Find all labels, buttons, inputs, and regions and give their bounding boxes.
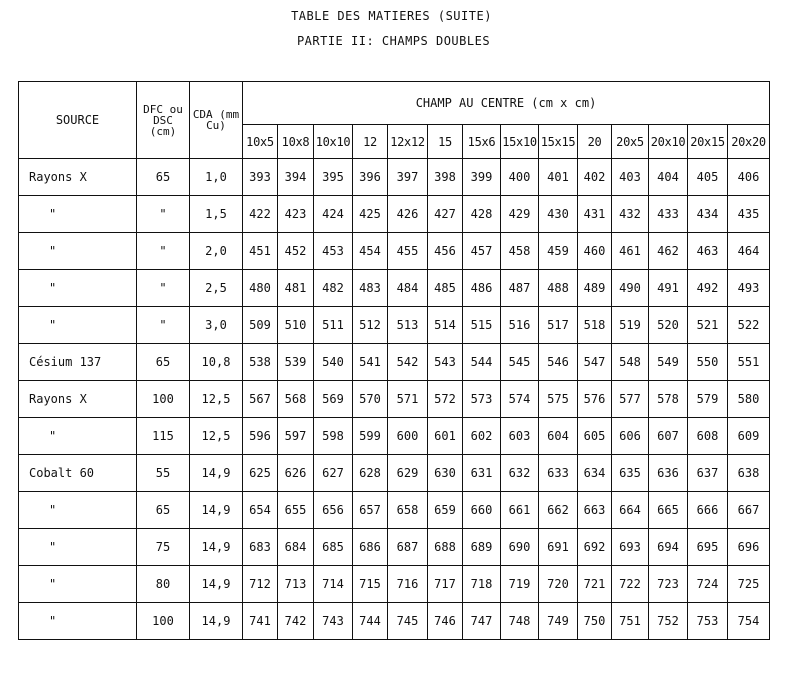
page-number-cell: 687: [388, 529, 428, 566]
page-number-cell: 459: [539, 233, 578, 270]
page-number-cell: 432: [612, 196, 649, 233]
page-number-cell: 515: [463, 307, 501, 344]
cda-cell: 14,9: [190, 455, 243, 492]
dfc-cell: 55: [137, 455, 190, 492]
page-number-cell: 607: [649, 418, 688, 455]
page-number-cell: 601: [428, 418, 463, 455]
page-number-cell: 397: [388, 159, 428, 196]
source-cell: ": [19, 603, 137, 640]
page-number-cell: 631: [463, 455, 501, 492]
page-number-cell: 746: [428, 603, 463, 640]
page-number-cell: 486: [463, 270, 501, 307]
page-number-cell: 538: [243, 344, 278, 381]
page-number-cell: 572: [428, 381, 463, 418]
page-number-cell: 627: [314, 455, 353, 492]
field-size-header: 20x15: [688, 125, 728, 159]
page-number-cell: 574: [501, 381, 539, 418]
field-size-header: 20x5: [612, 125, 649, 159]
source-cell: ": [19, 566, 137, 603]
page-number-cell: 540: [314, 344, 353, 381]
page-number-cell: 689: [463, 529, 501, 566]
page-number-cell: 453: [314, 233, 353, 270]
page-number-cell: 548: [612, 344, 649, 381]
header-champ: CHAMP AU CENTRE (cm x cm): [243, 82, 770, 125]
page-number-cell: 629: [388, 455, 428, 492]
page-number-cell: 665: [649, 492, 688, 529]
page-number-cell: 663: [578, 492, 612, 529]
page-number-cell: 664: [612, 492, 649, 529]
cda-cell: 14,9: [190, 566, 243, 603]
page-number-cell: 716: [388, 566, 428, 603]
page-number-cell: 431: [578, 196, 612, 233]
page-number-cell: 744: [353, 603, 388, 640]
page-number-cell: 406: [728, 159, 770, 196]
page-number-cell: 455: [388, 233, 428, 270]
page-number-cell: 425: [353, 196, 388, 233]
page-number-cell: 656: [314, 492, 353, 529]
page-number-cell: 549: [649, 344, 688, 381]
page-number-cell: 513: [388, 307, 428, 344]
dfc-cell: 100: [137, 603, 190, 640]
page-number-cell: 720: [539, 566, 578, 603]
page-number-cell: 570: [353, 381, 388, 418]
page-number-cell: 715: [353, 566, 388, 603]
page-number-cell: 394: [278, 159, 314, 196]
page-number-cell: 462: [649, 233, 688, 270]
page-number-cell: 567: [243, 381, 278, 418]
field-size-header: 15: [428, 125, 463, 159]
page-number-cell: 654: [243, 492, 278, 529]
page-number-cell: 488: [539, 270, 578, 307]
page-number-cell: 636: [649, 455, 688, 492]
page-number-cell: 608: [688, 418, 728, 455]
page-number-cell: 401: [539, 159, 578, 196]
page-number-cell: 491: [649, 270, 688, 307]
page-number-cell: 712: [243, 566, 278, 603]
page-number-cell: 521: [688, 307, 728, 344]
page-number-cell: 662: [539, 492, 578, 529]
page-number-cell: 393: [243, 159, 278, 196]
page-number-cell: 751: [612, 603, 649, 640]
page-number-cell: 690: [501, 529, 539, 566]
page-title: TABLE DES MATIERES (SUITE): [291, 9, 492, 23]
page-number-cell: 724: [688, 566, 728, 603]
cda-cell: 12,5: [190, 418, 243, 455]
page-number-cell: 460: [578, 233, 612, 270]
table-row: [19, 159, 770, 196]
page-number-cell: 509: [243, 307, 278, 344]
cda-cell: 14,9: [190, 603, 243, 640]
page-number-cell: 481: [278, 270, 314, 307]
field-size-header: 12: [353, 125, 388, 159]
page-number-cell: 511: [314, 307, 353, 344]
dfc-cell: ": [137, 307, 190, 344]
page-number-cell: 684: [278, 529, 314, 566]
page-number-cell: 725: [728, 566, 770, 603]
page-number-cell: 580: [728, 381, 770, 418]
page-number-cell: 463: [688, 233, 728, 270]
page-number-cell: 748: [501, 603, 539, 640]
page-number-cell: 435: [728, 196, 770, 233]
page-number-cell: 571: [388, 381, 428, 418]
page-number-cell: 754: [728, 603, 770, 640]
page-number-cell: 405: [688, 159, 728, 196]
dfc-cell: 65: [137, 492, 190, 529]
page-number-cell: 424: [314, 196, 353, 233]
page-number-cell: 514: [428, 307, 463, 344]
page-number-cell: 604: [539, 418, 578, 455]
table-row: [19, 381, 770, 418]
page-number-cell: 683: [243, 529, 278, 566]
page-number-cell: 522: [728, 307, 770, 344]
page-number-cell: 602: [463, 418, 501, 455]
page-number-cell: 634: [578, 455, 612, 492]
page-number-cell: 542: [388, 344, 428, 381]
source-cell: ": [19, 270, 137, 307]
page-number-cell: 718: [463, 566, 501, 603]
page-number-cell: 685: [314, 529, 353, 566]
page-number-cell: 516: [501, 307, 539, 344]
cda-cell: 1,0: [190, 159, 243, 196]
page-number-cell: 693: [612, 529, 649, 566]
cda-cell: 10,8: [190, 344, 243, 381]
page-number-cell: 428: [463, 196, 501, 233]
source-cell: ": [19, 196, 137, 233]
table-header: [19, 82, 770, 159]
table-row: [19, 196, 770, 233]
page-number-cell: 637: [688, 455, 728, 492]
page-number-cell: 667: [728, 492, 770, 529]
page-number-cell: 480: [243, 270, 278, 307]
page-number-cell: 493: [728, 270, 770, 307]
page-number-cell: 543: [428, 344, 463, 381]
page-number-cell: 427: [428, 196, 463, 233]
page-number-cell: 666: [688, 492, 728, 529]
page-number-cell: 630: [428, 455, 463, 492]
page-number-cell: 603: [501, 418, 539, 455]
dfc-cell: 65: [137, 159, 190, 196]
dfc-cell: 65: [137, 344, 190, 381]
page-number-cell: 575: [539, 381, 578, 418]
page-number-cell: 579: [688, 381, 728, 418]
page-number-cell: 423: [278, 196, 314, 233]
table-row: [19, 455, 770, 492]
cda-cell: 2,5: [190, 270, 243, 307]
page-number-cell: 655: [278, 492, 314, 529]
page-number-cell: 599: [353, 418, 388, 455]
page-number-cell: 487: [501, 270, 539, 307]
page-subtitle: PARTIE II: CHAMPS DOUBLES: [296, 34, 491, 48]
page-number-cell: 633: [539, 455, 578, 492]
page-number-cell: 696: [728, 529, 770, 566]
source-cell: Cobalt 60: [19, 455, 137, 492]
page-number-cell: 695: [688, 529, 728, 566]
page-number-cell: 429: [501, 196, 539, 233]
page-number-cell: 485: [428, 270, 463, 307]
field-size-header: 20: [578, 125, 612, 159]
field-size-header: 20x10: [649, 125, 688, 159]
page-number-cell: 743: [314, 603, 353, 640]
page-number-cell: 658: [388, 492, 428, 529]
cda-cell: 3,0: [190, 307, 243, 344]
page-number-cell: 749: [539, 603, 578, 640]
page-number-cell: 576: [578, 381, 612, 418]
page-number-cell: 399: [463, 159, 501, 196]
field-size-header: 15x6: [463, 125, 501, 159]
page-number-cell: 625: [243, 455, 278, 492]
dfc-cell: 75: [137, 529, 190, 566]
page-number-cell: 400: [501, 159, 539, 196]
page-number-cell: 461: [612, 233, 649, 270]
page-number-cell: 483: [353, 270, 388, 307]
page-number-cell: 661: [501, 492, 539, 529]
page-number-cell: 753: [688, 603, 728, 640]
table-row: [19, 603, 770, 640]
page-number-cell: 750: [578, 603, 612, 640]
page-number-cell: 713: [278, 566, 314, 603]
page-number-cell: 464: [728, 233, 770, 270]
field-size-header: 10x5: [243, 125, 278, 159]
page-number-cell: 577: [612, 381, 649, 418]
page-number-cell: 433: [649, 196, 688, 233]
page-number-cell: 600: [388, 418, 428, 455]
dfc-cell: ": [137, 196, 190, 233]
table-body: [19, 159, 770, 640]
page-number-cell: 519: [612, 307, 649, 344]
page-number-cell: 635: [612, 455, 649, 492]
page-number-cell: 456: [428, 233, 463, 270]
page-number-cell: 454: [353, 233, 388, 270]
source-cell: Rayons X: [19, 381, 137, 418]
page-number-cell: 482: [314, 270, 353, 307]
source-cell: ": [19, 529, 137, 566]
dfc-cell: 115: [137, 418, 190, 455]
table-row: [19, 270, 770, 307]
page-number-cell: 539: [278, 344, 314, 381]
page-number-cell: 404: [649, 159, 688, 196]
page-number-cell: 721: [578, 566, 612, 603]
field-size-header: 20x20: [728, 125, 770, 159]
dfc-cell: 100: [137, 381, 190, 418]
page-number-cell: 545: [501, 344, 539, 381]
source-cell: Rayons X: [19, 159, 137, 196]
page-number-cell: 402: [578, 159, 612, 196]
page-number-cell: 745: [388, 603, 428, 640]
page-number-cell: 398: [428, 159, 463, 196]
page-number-cell: 520: [649, 307, 688, 344]
page-number-cell: 512: [353, 307, 388, 344]
table-row: [19, 529, 770, 566]
cda-cell: 14,9: [190, 529, 243, 566]
table-row: [19, 344, 770, 381]
header-source: SOURCE: [19, 82, 137, 159]
page-number-cell: 747: [463, 603, 501, 640]
page-number-cell: 742: [278, 603, 314, 640]
cda-cell: 12,5: [190, 381, 243, 418]
source-cell: ": [19, 307, 137, 344]
page-number-cell: 638: [728, 455, 770, 492]
page-number-cell: 547: [578, 344, 612, 381]
field-size-header: 12x12: [388, 125, 428, 159]
page-number-cell: 434: [688, 196, 728, 233]
page-number-cell: 569: [314, 381, 353, 418]
header-dfc: DFC ou DSC (cm): [137, 82, 190, 159]
source-cell: Césium 137: [19, 344, 137, 381]
page-number-cell: 452: [278, 233, 314, 270]
page-number-cell: 605: [578, 418, 612, 455]
page-number-cell: 688: [428, 529, 463, 566]
page-number-cell: 489: [578, 270, 612, 307]
page-number-cell: 596: [243, 418, 278, 455]
page-number-cell: 628: [353, 455, 388, 492]
page-number-cell: 458: [501, 233, 539, 270]
page-number-cell: 694: [649, 529, 688, 566]
field-size-header: 10x8: [278, 125, 314, 159]
page-number-cell: 578: [649, 381, 688, 418]
source-cell: ": [19, 492, 137, 529]
page-number-cell: 430: [539, 196, 578, 233]
page-number-cell: 457: [463, 233, 501, 270]
page-number-cell: 714: [314, 566, 353, 603]
table-row: [19, 492, 770, 529]
field-size-header: 15x10: [501, 125, 539, 159]
dfc-cell: ": [137, 233, 190, 270]
cda-cell: 2,0: [190, 233, 243, 270]
page-number-cell: 510: [278, 307, 314, 344]
dfc-cell: 80: [137, 566, 190, 603]
header-cda: CDA (mm Cu): [190, 82, 243, 159]
page-number-cell: 541: [353, 344, 388, 381]
field-size-header: 10x10: [314, 125, 353, 159]
page-number-cell: 395: [314, 159, 353, 196]
page-number-cell: 550: [688, 344, 728, 381]
page-number-cell: 396: [353, 159, 388, 196]
page-number-cell: 403: [612, 159, 649, 196]
page-number-cell: 659: [428, 492, 463, 529]
source-cell: ": [19, 418, 137, 455]
page-number-cell: 606: [612, 418, 649, 455]
page-number-cell: 691: [539, 529, 578, 566]
page-number-cell: 597: [278, 418, 314, 455]
page-number-cell: 492: [688, 270, 728, 307]
table-row: [19, 307, 770, 344]
page-number-cell: 722: [612, 566, 649, 603]
page-number-cell: 573: [463, 381, 501, 418]
page-number-cell: 660: [463, 492, 501, 529]
page-number-cell: 741: [243, 603, 278, 640]
field-size-header: 15x15: [539, 125, 578, 159]
contents-table: [18, 81, 770, 640]
page-number-cell: 723: [649, 566, 688, 603]
page-number-cell: 632: [501, 455, 539, 492]
page-number-cell: 422: [243, 196, 278, 233]
page-number-cell: 551: [728, 344, 770, 381]
page-number-cell: 598: [314, 418, 353, 455]
page-number-cell: 686: [353, 529, 388, 566]
page-number-cell: 568: [278, 381, 314, 418]
table-row: [19, 566, 770, 603]
page-number-cell: 544: [463, 344, 501, 381]
page-number-cell: 490: [612, 270, 649, 307]
page-number-cell: 451: [243, 233, 278, 270]
page-number-cell: 752: [649, 603, 688, 640]
page-number-cell: 426: [388, 196, 428, 233]
page-number-cell: 657: [353, 492, 388, 529]
cda-cell: 1,5: [190, 196, 243, 233]
page-number-cell: 717: [428, 566, 463, 603]
page-number-cell: 517: [539, 307, 578, 344]
dfc-cell: ": [137, 270, 190, 307]
page-number-cell: 692: [578, 529, 612, 566]
page-number-cell: 518: [578, 307, 612, 344]
table-row: [19, 418, 770, 455]
page-number-cell: 626: [278, 455, 314, 492]
page-number-cell: 484: [388, 270, 428, 307]
table-row: [19, 233, 770, 270]
cda-cell: 14,9: [190, 492, 243, 529]
page-number-cell: 546: [539, 344, 578, 381]
source-cell: ": [19, 233, 137, 270]
page-number-cell: 719: [501, 566, 539, 603]
page-number-cell: 609: [728, 418, 770, 455]
